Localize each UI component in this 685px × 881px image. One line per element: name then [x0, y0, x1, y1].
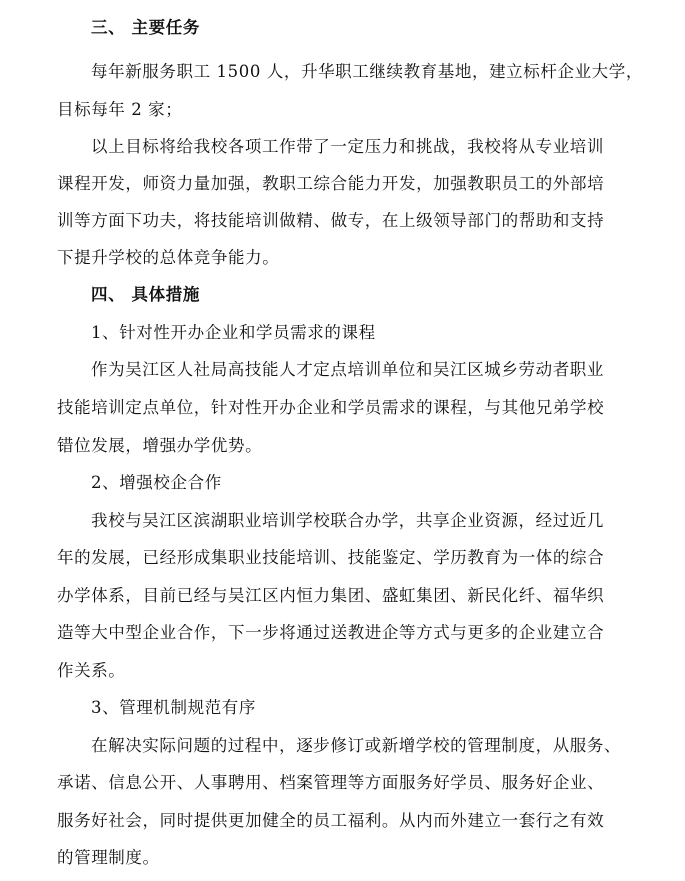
paragraph-line: 训等方面下功夫，将技能培训做精、做专，在上级领导部门的帮助和支持	[57, 211, 605, 230]
measure-title-2: 2、增强校企合作	[91, 473, 222, 492]
paragraph-line: 错位发展，增强办学优势。	[57, 436, 263, 455]
paragraph-line: 课程开发，师资力量加强，教职工综合能力开发，加强教职员工的外部培	[57, 174, 605, 193]
paragraph-line: 服务好社会，同时提供更加健全的员工福利。从内而外建立一套行之有效	[57, 811, 605, 830]
section-heading-4: 四、 具体措施	[91, 285, 200, 304]
paragraph-line: 作为吴江区人社局高技能人才定点培训单位和吴江区城乡劳动者职业	[91, 360, 604, 379]
paragraph-line: 年的发展，已经形成集职业技能培训、技能鉴定、学历教育为一体的综合	[57, 548, 605, 567]
paragraph-line: 办学体系，目前已经与吴江区内恒力集团、盛虹集团、新民化纤、福华织	[57, 586, 605, 605]
paragraph-line: 造等大中型企业合作，下一步将通过送教进企等方式与更多的企业建立合	[57, 623, 605, 642]
section-heading-3: 三、 主要任务	[91, 18, 200, 37]
measure-title-1: 1、针对性开办企业和学员需求的课程	[91, 323, 376, 342]
paragraph-line: 我校与吴江区滨湖职业培训学校联合办学，共享企业资源，经过近几	[91, 511, 604, 530]
paragraph-line: 每年新服务职工 1500 人，升华职工继续教育基地，建立标杆企业大学，	[91, 62, 643, 81]
paragraph-line: 以上目标将给我校各项工作带了一定压力和挑战，我校将从专业培训	[91, 137, 604, 156]
paragraph-line: 承诺、信息公开、人事聘用、档案管理等方面服务好学员、服务好企业、	[57, 773, 605, 792]
paragraph-line: 目标每年 2 家；	[57, 100, 183, 119]
paragraph-line: 下提升学校的总体竞争能力。	[57, 248, 280, 267]
paragraph-line: 的管理制度。	[57, 848, 160, 867]
paragraph-line: 在解决实际问题的过程中，逐步修订或新增学校的管理制度，从服务、	[91, 736, 622, 755]
measure-title-3: 3、管理机制规范有序	[91, 698, 256, 717]
paragraph-line: 作关系。	[57, 661, 126, 680]
paragraph-line: 技能培训定点单位，针对性开办企业和学员需求的课程，与其他兄弟学校	[57, 398, 605, 417]
